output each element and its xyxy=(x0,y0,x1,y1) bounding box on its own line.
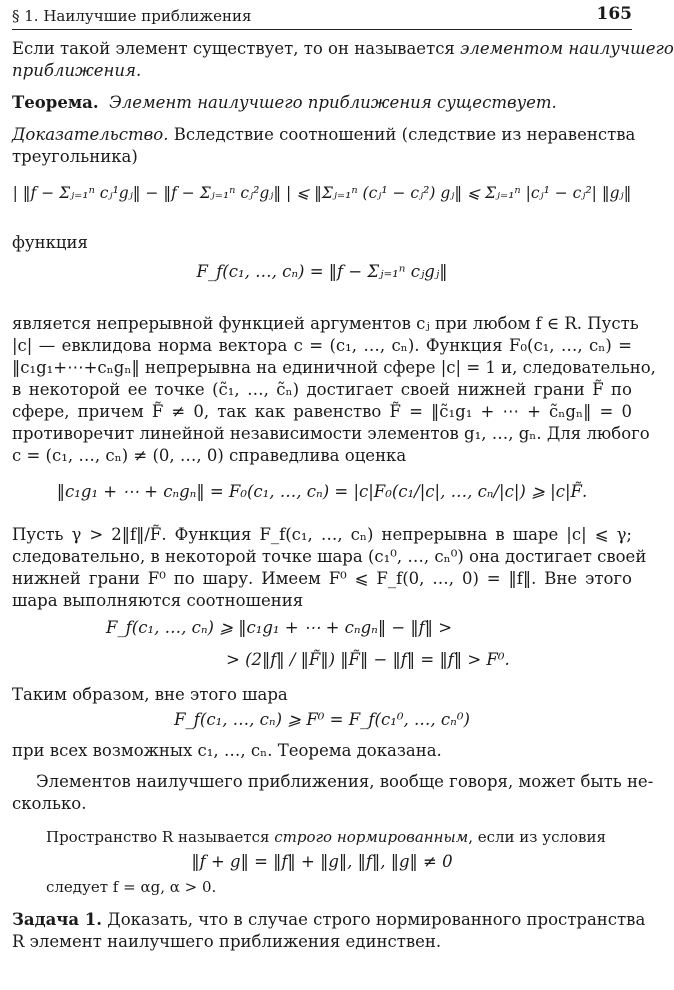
paragraph-line: при всех возможных c₁, …, cₙ. Теорема доказана. xyxy=(12,741,442,760)
task-label: Задача 1. xyxy=(12,910,103,929)
equation-estimate: ‖c₁g₁ + ⋯ + cₙgₙ‖ = F₀(c₁, …, cₙ) = |c|F₀(c₁/|c|, …, cₙ/|c|) ⩾ |c|F̃. xyxy=(56,482,588,501)
paragraph-line: следовательно, в некоторой точке шара (c₁⁰, …, cₙ⁰) она достигает своей xyxy=(12,547,647,566)
text-span: , если из условия xyxy=(468,828,606,846)
paragraph-line: c = (c₁, …, cₙ) ≠ (0, …, 0) справедлива оценка xyxy=(12,446,407,465)
term-emphasis: элементом наилучшего xyxy=(460,39,674,58)
text-span: Если такой элемент существует, то он называется xyxy=(12,39,461,58)
header-rule xyxy=(12,29,632,30)
paragraph-line: ‖c₁g₁+⋯+cₙgₙ‖ непрерывна на единичной сфере |c| = 1 и, следовательно, xyxy=(12,358,656,377)
task-line: R элемент наилучшего приближения единствен. xyxy=(12,932,442,951)
paragraph-line: противоречит линейной независимости элементов g₁, …, gₙ. Для любого xyxy=(12,424,650,443)
term-emphasis: строго нормированным xyxy=(274,828,469,846)
text-span: Доказать, что в случае строго нормированного пространства xyxy=(107,910,646,929)
page-header xyxy=(12,4,632,28)
paragraph-line: треугольника) xyxy=(12,147,138,166)
equation-lower-bound-2: > (2‖f‖ / ‖F̃‖) ‖F̃‖ − ‖f‖ = ‖f‖ > F⁰. xyxy=(226,650,510,669)
equation-minimum: F_f(c₁, …, cₙ) ⩾ F⁰ = F_f(c₁⁰, …, cₙ⁰) xyxy=(174,710,470,729)
equation-strict-norm: ‖f + g‖ = ‖f‖ + ‖g‖, ‖f‖, ‖g‖ ≠ 0 xyxy=(191,852,453,871)
task-line xyxy=(12,909,646,931)
theorem-label: Теорема. xyxy=(12,93,99,112)
running-head: § 1. Наилучшие приближения xyxy=(12,7,252,25)
text-span: Пространство R называется xyxy=(46,828,275,846)
paragraph-line xyxy=(12,38,674,60)
paragraph-line: Элементов наилучшего приближения, вообще говоря, может быть не- xyxy=(36,772,654,791)
paragraph-line: сфере, причем F̃ ≠ 0, так как равенство F̃ = ‖c̃₁g₁ + ⋯ + c̃ₙgₙ‖ = 0 xyxy=(12,402,632,421)
page-number: 165 xyxy=(596,4,632,24)
paragraph-line: сколько. xyxy=(12,794,87,813)
equation-function-def: F_f(c₁, …, cₙ) = ‖f − Σⱼ₌₁ⁿ cⱼgⱼ‖ xyxy=(196,262,448,281)
definition-line xyxy=(46,826,632,848)
paragraph-line: |c| — евклидова норма вектора c = (c₁, …, cₙ). Функция F₀(c₁, …, cₙ) = xyxy=(12,336,632,355)
text-span: Вследствие соотношений (следствие из неравенства xyxy=(173,125,636,144)
paragraph-line xyxy=(12,124,636,146)
equation-triangle-inequality: | ‖f − Σⱼ₌₁ⁿ cⱼ¹gⱼ‖ − ‖f − Σⱼ₌₁ⁿ cⱼ²gⱼ‖ | ⩽ ‖Σⱼ₌₁ⁿ (cⱼ¹ − cⱼ²) gⱼ‖ ⩽ Σⱼ₌₁ⁿ |cⱼ¹ − cⱼ²| ‖gⱼ‖ xyxy=(12,184,632,202)
paragraph-line: Пусть γ > 2‖f‖/F̃. Функция F_f(c₁, …, cₙ) непрерывна в шаре |c| ⩽ γ; xyxy=(12,525,632,544)
paragraph-line: в некоторой ее точке (c̃₁, …, c̃ₙ) достигает своей нижней грани F̃ по xyxy=(12,380,632,399)
definition-line: следует f = αg, α > 0. xyxy=(46,878,217,896)
paragraph-line: приближения. xyxy=(12,61,142,80)
paragraph-line: является непрерывной функцией аргументов cⱼ при любом f ∈ R. Пусть xyxy=(12,314,639,333)
equation-lower-bound-1: F_f(c₁, …, cₙ) ⩾ ‖c₁g₁ + ⋯ + cₙgₙ‖ − ‖f‖ > xyxy=(106,618,453,637)
proof-label: Доказательство. xyxy=(12,125,169,144)
paragraph-line: Таким образом, вне этого шара xyxy=(12,685,288,704)
paragraph-line: шара выполняются соотношения xyxy=(12,591,304,610)
theorem-text: Элемент наилучшего приближения существует. xyxy=(109,93,557,112)
theorem-statement xyxy=(12,92,632,114)
paragraph-line: функция xyxy=(12,233,88,252)
paragraph-line: нижней грани F⁰ по шару. Имеем F⁰ ⩽ F_f(0, …, 0) = ‖f‖. Вне этого xyxy=(12,569,632,588)
